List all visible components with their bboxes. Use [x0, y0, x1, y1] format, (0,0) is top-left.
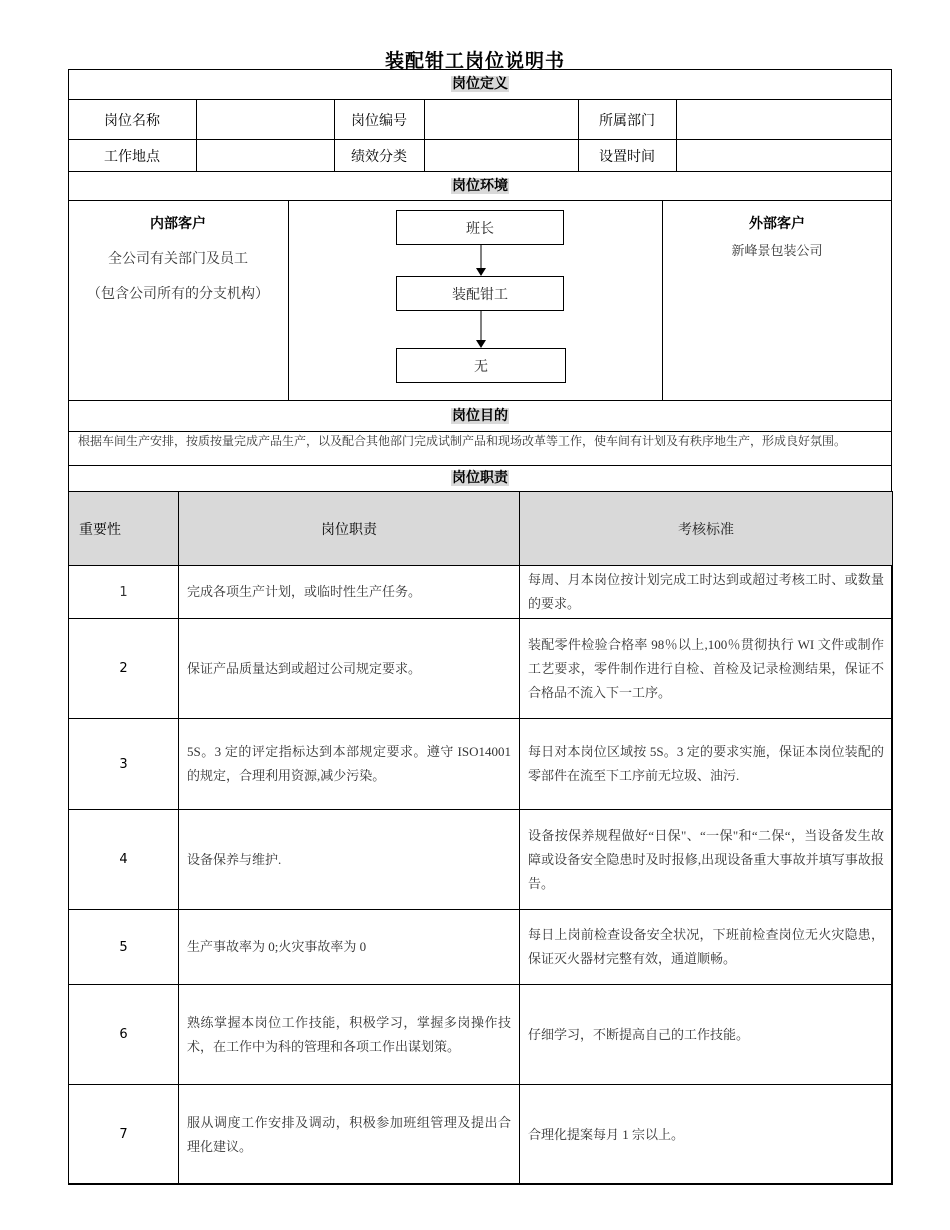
internal-customer-title: 内部客户	[150, 216, 206, 232]
section-heading-label: 岗位环境	[452, 178, 508, 194]
duty-cell: 完成各项生产计划，或临时性生产任务。	[179, 566, 520, 619]
label-position-name: 岗位名称	[104, 113, 160, 129]
arrow-down-icon	[476, 268, 486, 276]
section-heading-label: 岗位目的	[452, 408, 508, 424]
table-row	[69, 566, 893, 619]
standard-cell: 合理化提案每月 1 宗以上。	[520, 1085, 893, 1185]
label-setup-time: 设置时间	[599, 149, 655, 165]
duty-cell: 服从调度工作安排及调动，积极参加班组管理及提出合理化建议。	[179, 1085, 520, 1185]
internal-customer-line2: （包含公司所有的分支机构）	[87, 287, 269, 302]
section-heading-label: 岗位职责	[452, 470, 508, 486]
org-box-label: 装配钳工	[452, 287, 508, 303]
table-row	[69, 910, 893, 985]
duties-header-row	[69, 492, 893, 566]
label-department: 所属部门	[599, 113, 655, 129]
internal-customer-line1: 全公司有关部门及员工	[108, 252, 248, 267]
standard-cell: 每周、月本岗位按计划完成工时达到或超过考核工时、或数量的要求。	[520, 566, 893, 619]
document-title: 装配钳工岗位说明书	[384, 50, 565, 72]
table-row	[69, 619, 893, 719]
standard-cell: 每日对本岗位区域按 5S。3 定的要求实施，保证本岗位装配的零部件在流至下工序前无垃圾、油污.	[520, 719, 893, 810]
duty-cell: 生产事故率为 0;火灾事故率为 0	[179, 910, 520, 985]
purpose-text: 根据车间生产安排，按质按量完成产品生产，以及配合其他部门完成试制产品和现场改革等工作，使车间有计划及有秩序地生产，形成良好氛围。	[78, 434, 847, 448]
duties-table	[68, 491, 893, 1185]
standard-cell: 每日上岗前检查设备安全状况，下班前检查岗位无火灾隐患，保证灭火器材完整有效，通道顺畅。	[520, 910, 893, 985]
table-row	[69, 810, 893, 910]
importance-cell: 4	[69, 810, 179, 910]
table-row	[69, 985, 893, 1085]
external-customer-line1: 新峰景包装公司	[731, 243, 823, 258]
arrow-down-icon	[476, 340, 486, 348]
importance-cell: 1	[69, 566, 179, 619]
duty-cell: 熟练掌握本岗位工作技能，积极学习，掌握多岗操作技术，在工作中为科的管理和各项工作出谋划策。	[179, 985, 520, 1085]
column-header-duty: 岗位职责	[179, 492, 520, 566]
section-duties-heading	[68, 466, 892, 491]
importance-cell: 3	[69, 719, 179, 810]
label-position-code: 岗位编号	[351, 113, 407, 129]
section-purpose-heading	[68, 401, 892, 432]
org-box-label: 班长	[466, 221, 494, 237]
column-header-importance: 重要性	[69, 492, 179, 566]
duty-cell: 保证产品质量达到或超过公司规定要求。	[179, 619, 520, 719]
standard-cell: 装配零件检验合格率 98％以上,100％贯彻执行 WI 文件或制作工艺要求，零件制作进行自检、首检及记录检测结果，保证不合格品不流入下一工序。	[520, 619, 893, 719]
table-row	[69, 719, 893, 810]
org-box-label: 无	[474, 359, 488, 375]
importance-cell: 6	[69, 985, 179, 1085]
label-performance-category: 绩效分类	[351, 149, 407, 165]
column-header-standard: 考核标准	[520, 492, 893, 566]
org-chart-arrows	[0, 0, 950, 400]
standard-cell: 设备按保养规程做好“日保"、“一保"和“二保“，当设备发生故障或设备安全隐患时及时报修,出现设备重大事故并填写事故报告。	[520, 810, 893, 910]
duty-cell: 设备保养与维护.	[179, 810, 520, 910]
table-row	[69, 1085, 893, 1185]
importance-cell: 7	[69, 1085, 179, 1185]
section-heading-label: 岗位定义	[452, 76, 508, 92]
importance-cell: 2	[69, 619, 179, 719]
standard-cell: 仔细学习，不断提高自己的工作技能。	[520, 985, 893, 1085]
label-work-location: 工作地点	[104, 149, 160, 165]
duty-cell: 5S。3 定的评定指标达到本部规定要求。遵守 ISO14001 的规定，合理利用资源,减少污染。	[179, 719, 520, 810]
importance-cell: 5	[69, 910, 179, 985]
external-customer-title: 外部客户	[749, 216, 805, 232]
